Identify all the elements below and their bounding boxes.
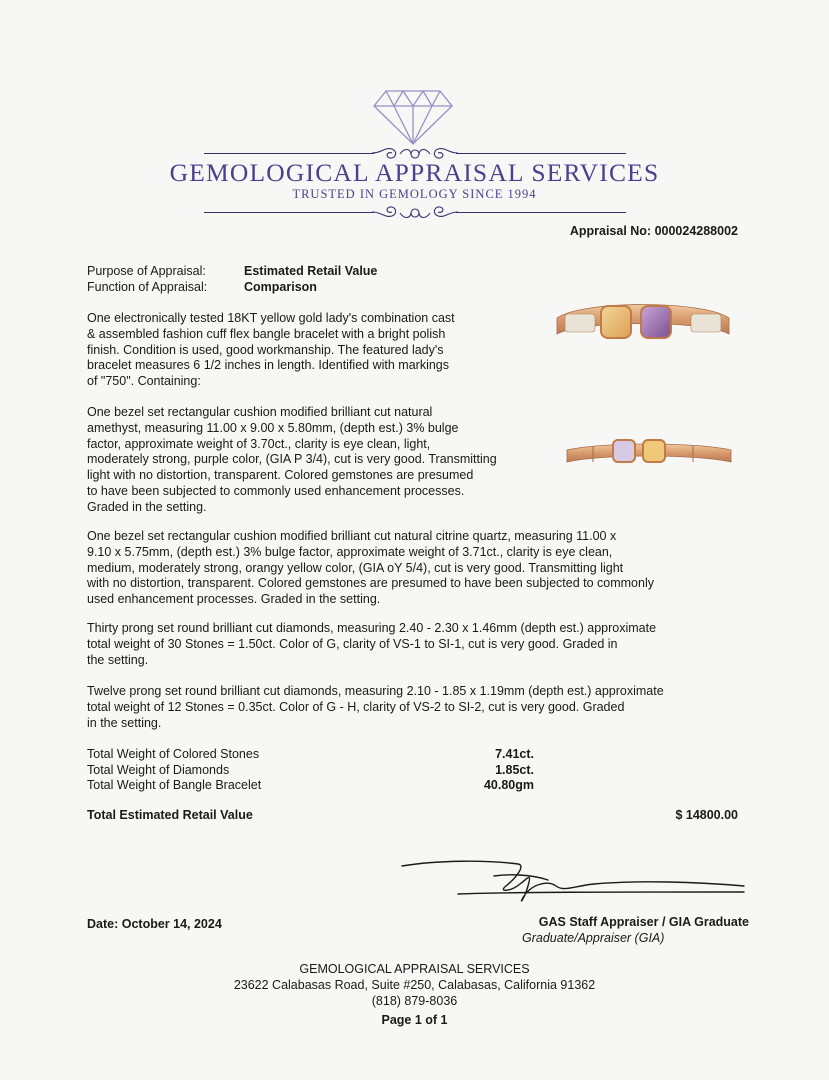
footer-address: 23622 Calabasas Road, Suite #250, Calabasas, California 91362 — [233, 978, 596, 992]
text-line: Thirty prong set round brilliant cut diamonds, measuring 2.40 - 2.30 x 1.46mm (depth est.) approximate — [87, 621, 657, 635]
text-line: total weight of 30 Stones = 1.50ct. Color of G, clarity of VS-1 to SI-1, cut is very good. Graded in — [87, 636, 618, 651]
appraisal-number: Appraisal No: 000024288002 — [569, 224, 738, 238]
text-line: of "750". Containing: — [87, 374, 201, 389]
bracelet-photo-top — [553, 296, 733, 352]
text-line: moderately strong, purple color, (GIA P 3/4), cut is very good. Transmitting — [87, 452, 497, 467]
purpose-label: Purpose of Appraisal: — [87, 264, 206, 278]
function-value: Comparison — [244, 280, 317, 294]
text-line: bracelet measures 6 1/2 inches in length. Identified with markings — [87, 358, 449, 373]
text-line: in the setting. — [87, 715, 162, 730]
text-line: factor, approximate weight of 3.70ct., clarity is eye clean, light, — [87, 436, 431, 451]
page-number: Page 1 of 1 — [381, 1013, 448, 1027]
text-line: total weight of 12 Stones = 0.35ct. Color of G - H, clarity of VS-2 to SI-2, cut is very good. Graded — [87, 699, 625, 714]
appraisal-date: Date: October 14, 2024 — [87, 917, 222, 931]
total-retail-value: $ 14800.00 — [675, 808, 738, 822]
diamonds-weight-label: Total Weight of Diamonds — [87, 763, 230, 777]
total-retail-label: Total Estimated Retail Value — [87, 808, 253, 822]
text-line: One bezel set rectangular cushion modified brilliant cut natural citrine quartz, measuring 11.00 x — [87, 529, 617, 543]
function-label: Function of Appraisal: — [87, 280, 208, 294]
text-line: with no distortion, transparent. Colored gemstones are presumed to have been subjected to commonly — [87, 576, 654, 591]
text-line: Graded in the setting. — [87, 499, 207, 514]
diamond-logo-icon — [372, 88, 454, 146]
header-rule-bottom — [204, 212, 374, 213]
footer-phone: (818) 879-8036 — [371, 994, 458, 1008]
text-line: & assembled fashion cuff flex bangle bracelet with a bright polish — [87, 326, 446, 341]
text-line: One bezel set rectangular cushion modified brilliant cut natural — [87, 405, 433, 419]
diamonds-12-paragraph — [87, 684, 664, 731]
company-tagline: TRUSTED IN GEMOLOGY SINCE 1994 — [292, 187, 537, 201]
bracelet-weight-value: 40.80gm — [483, 778, 534, 792]
bracelet-weight-label: Total Weight of Bangle Bracelet — [87, 778, 262, 792]
bracelet-photo-side — [563, 432, 735, 472]
amethyst-paragraph — [87, 405, 497, 516]
ornament-bottom-icon — [370, 204, 460, 222]
description-paragraph — [87, 311, 455, 390]
header-rule-bottom-right — [456, 212, 626, 213]
text-line: the setting. — [87, 652, 149, 667]
text-line: 9.10 x 5.75mm, (depth est.) 3% bulge factor, approximate weight of 3.71ct., clarity is eye clean, — [87, 544, 613, 559]
company-name: GEMOLOGICAL APPRAISAL SERVICES — [169, 158, 660, 187]
diamonds-weight-value: 1.85ct. — [495, 763, 534, 777]
colored-stones-value: 7.41ct. — [495, 747, 534, 761]
text-line: amethyst, measuring 11.00 x 9.00 x 5.80mm, (depth est.) 3% bulge — [87, 420, 459, 435]
text-line: light with no distortion, transparent. Colored gemstones are presumed — [87, 468, 474, 483]
header-rule-top — [204, 153, 374, 154]
colored-stones-label: Total Weight of Colored Stones — [87, 747, 260, 761]
text-line: One electronically tested 18KT yellow gold lady's combination cast — [87, 311, 455, 325]
text-line: Twelve prong set round brilliant cut diamonds, measuring 2.10 - 1.85 x 1.19mm (depth est.) approximate — [87, 684, 664, 698]
text-line: used enhancement processes. Graded in the setting. — [87, 592, 381, 607]
purpose-value: Estimated Retail Value — [244, 264, 378, 278]
text-line: medium, moderately strong, orangy yellow color, (GIA oY 5/4), cut is very good. Transmitting light — [87, 560, 624, 575]
text-line: to have been subjected to commonly used enhancement processes. — [87, 483, 465, 498]
appraiser-title: GAS Staff Appraiser / GIA Graduate — [538, 915, 749, 929]
text-line: finish. Condition is used, good workmanship. The featured lady's — [87, 342, 444, 357]
footer-company-name: GEMOLOGICAL APPRAISAL SERVICES — [299, 962, 530, 976]
appraiser-subtitle: Graduate/Appraiser (GIA) — [522, 931, 665, 945]
header-rule-top-right — [456, 153, 626, 154]
appraiser-signature — [398, 856, 748, 910]
diamonds-30-paragraph — [87, 621, 656, 668]
citrine-paragraph — [87, 529, 654, 608]
